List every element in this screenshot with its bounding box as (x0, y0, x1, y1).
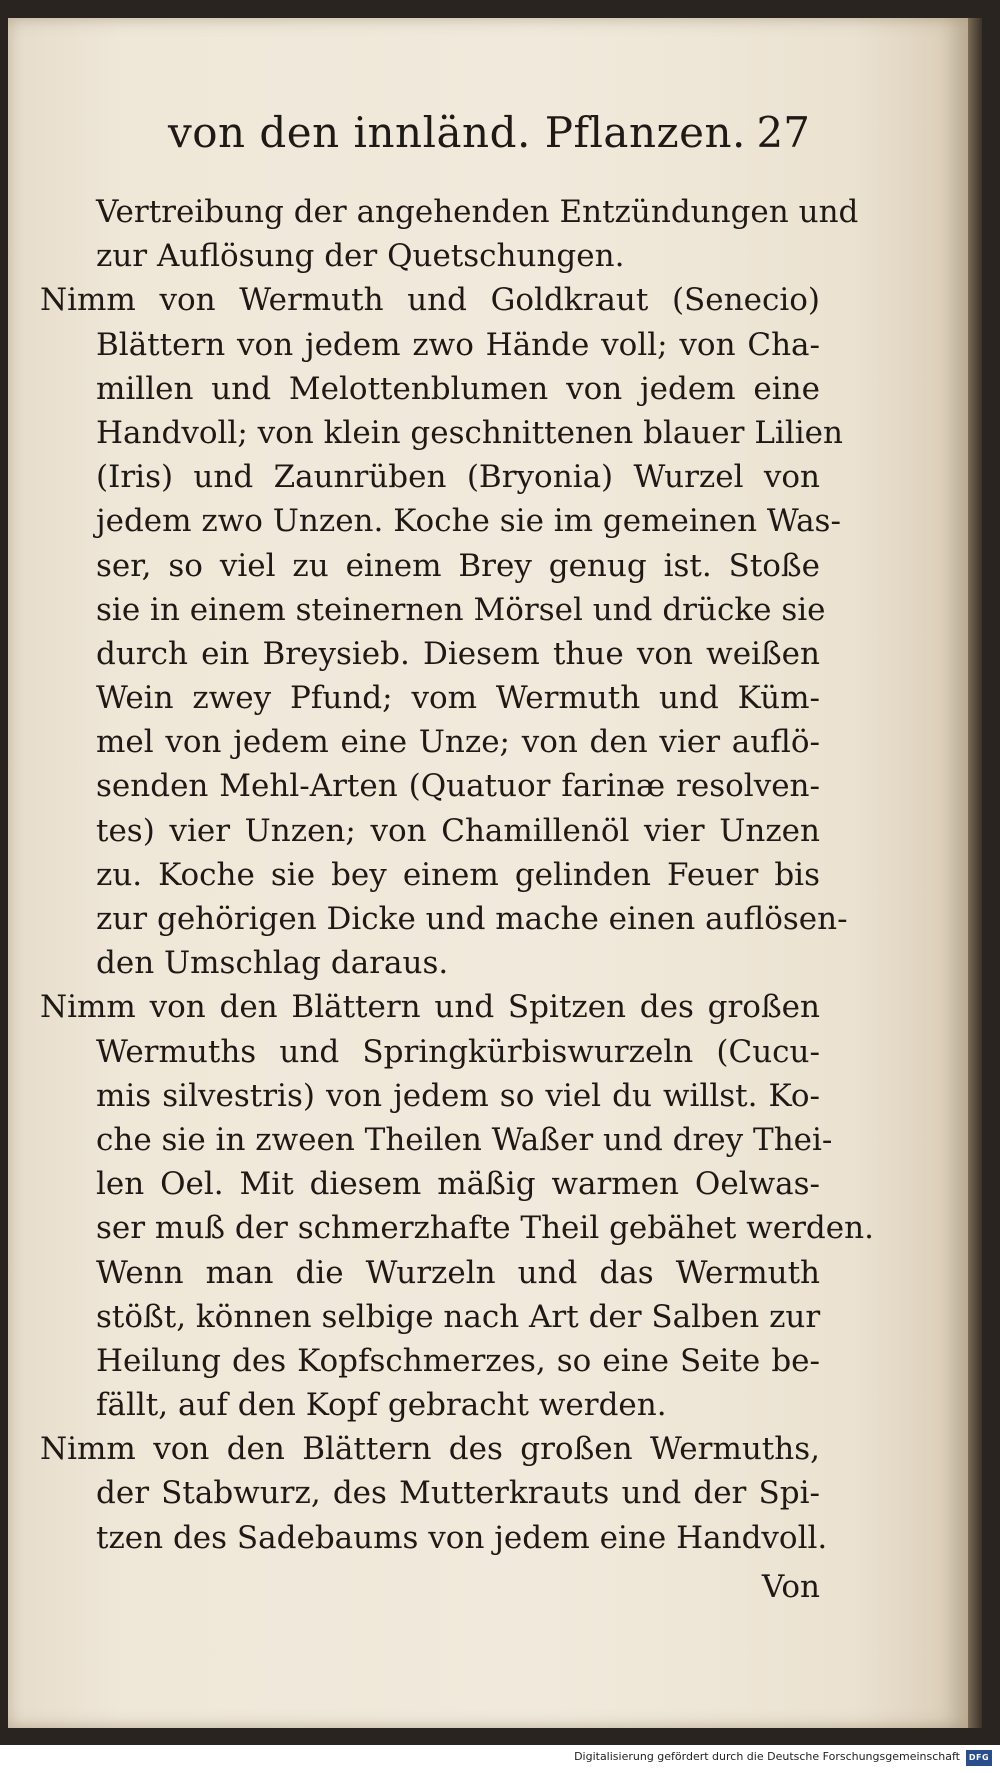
text-line: Nimm von den Blättern und Spitzen des großen (40, 989, 820, 1026)
text-line: Wenn man die Wurzeln und das Wermuth (96, 1254, 820, 1291)
funding-credit: Digitalisierung gefördert durch die Deutsche Forschungsgemeinschaft (574, 1750, 960, 1763)
text-line: Heilung des Kopfschmerzes, so eine Seite be- (96, 1342, 820, 1379)
text-line: Nimm von den Blättern des großen Wermuths, (40, 1431, 820, 1468)
text-line: tes) vier Unzen; von Chamillenöl vier Unzen (96, 812, 820, 849)
text-line: den Umschlag daraus. (96, 945, 449, 982)
text-line: sie in einem steinernen Mörsel und drücke sie (96, 591, 826, 628)
running-title: von den innländ. Pflanzen. (168, 108, 746, 157)
text-line: che sie in zween Theilen Waßer und drey Thei- (96, 1121, 833, 1158)
dfg-logo: DFG (966, 1750, 992, 1766)
text-line: durch ein Breysieb. Diesem thue von weißen (96, 635, 820, 672)
text-line: fällt, auf den Kopf gebracht werden. (96, 1387, 667, 1424)
text-line: stößt, können selbige nach Art der Salben zur (96, 1298, 821, 1335)
text-line: tzen des Sadebaums von jedem eine Handvoll. (96, 1519, 828, 1556)
text-line: zu. Koche sie bey einem gelinden Feuer bis (96, 856, 820, 893)
text-line: ser muß der schmerzhafte Theil gebähet werden. (96, 1210, 874, 1247)
text-line: Wermuths und Springkürbiswurzeln (Cucu- (96, 1033, 820, 1070)
page-number: 27 (756, 108, 810, 157)
text-line: ser, so viel zu einem Brey genug ist. Stoße (96, 547, 820, 584)
catchword: Von (761, 1569, 820, 1605)
text-line: mis silvestris) von jedem so viel du willst. Ko- (96, 1077, 820, 1114)
text-line: len Oel. Mit diesem mäßig warmen Oelwas- (96, 1166, 820, 1203)
text-line: jedem zwo Unzen. Koche sie im gemeinen Was- (96, 503, 841, 540)
catchword-row (40, 1565, 820, 1609)
text-line: Nimm von Wermuth und Goldkraut (Senecio) (40, 282, 820, 319)
text-line: mel von jedem eine Unze; von den vier auflö- (96, 724, 820, 761)
digitization-footer (0, 1745, 1000, 1773)
text-line: millen und Melottenblumen von jedem eine (96, 370, 820, 407)
text-line: zur Auflösung der Quetschungen. (96, 238, 625, 275)
text-line: Handvoll; von klein geschnittenen blauer Lilien (96, 414, 843, 451)
page-edge (968, 18, 982, 1728)
text-line: zur gehörigen Dicke und mache einen auflösen- (96, 901, 848, 937)
text-line: senden Mehl-Arten (Quatuor farinæ resolven- (96, 768, 820, 805)
text-line: Vertreibung der angehenden Entzündungen und (96, 194, 859, 230)
text-line: (Iris) und Zaunrüben (Bryonia) Wurzel von (96, 459, 820, 496)
page-header (150, 108, 810, 168)
text-line: Blättern von jedem zwo Hände voll; von Cha- (96, 326, 820, 363)
text-line: der Stabwurz, des Mutterkrauts und der Spi- (96, 1475, 820, 1512)
body-text (40, 190, 874, 1560)
text-line: Wein zwey Pfund; vom Wermuth und Küm- (96, 680, 820, 717)
